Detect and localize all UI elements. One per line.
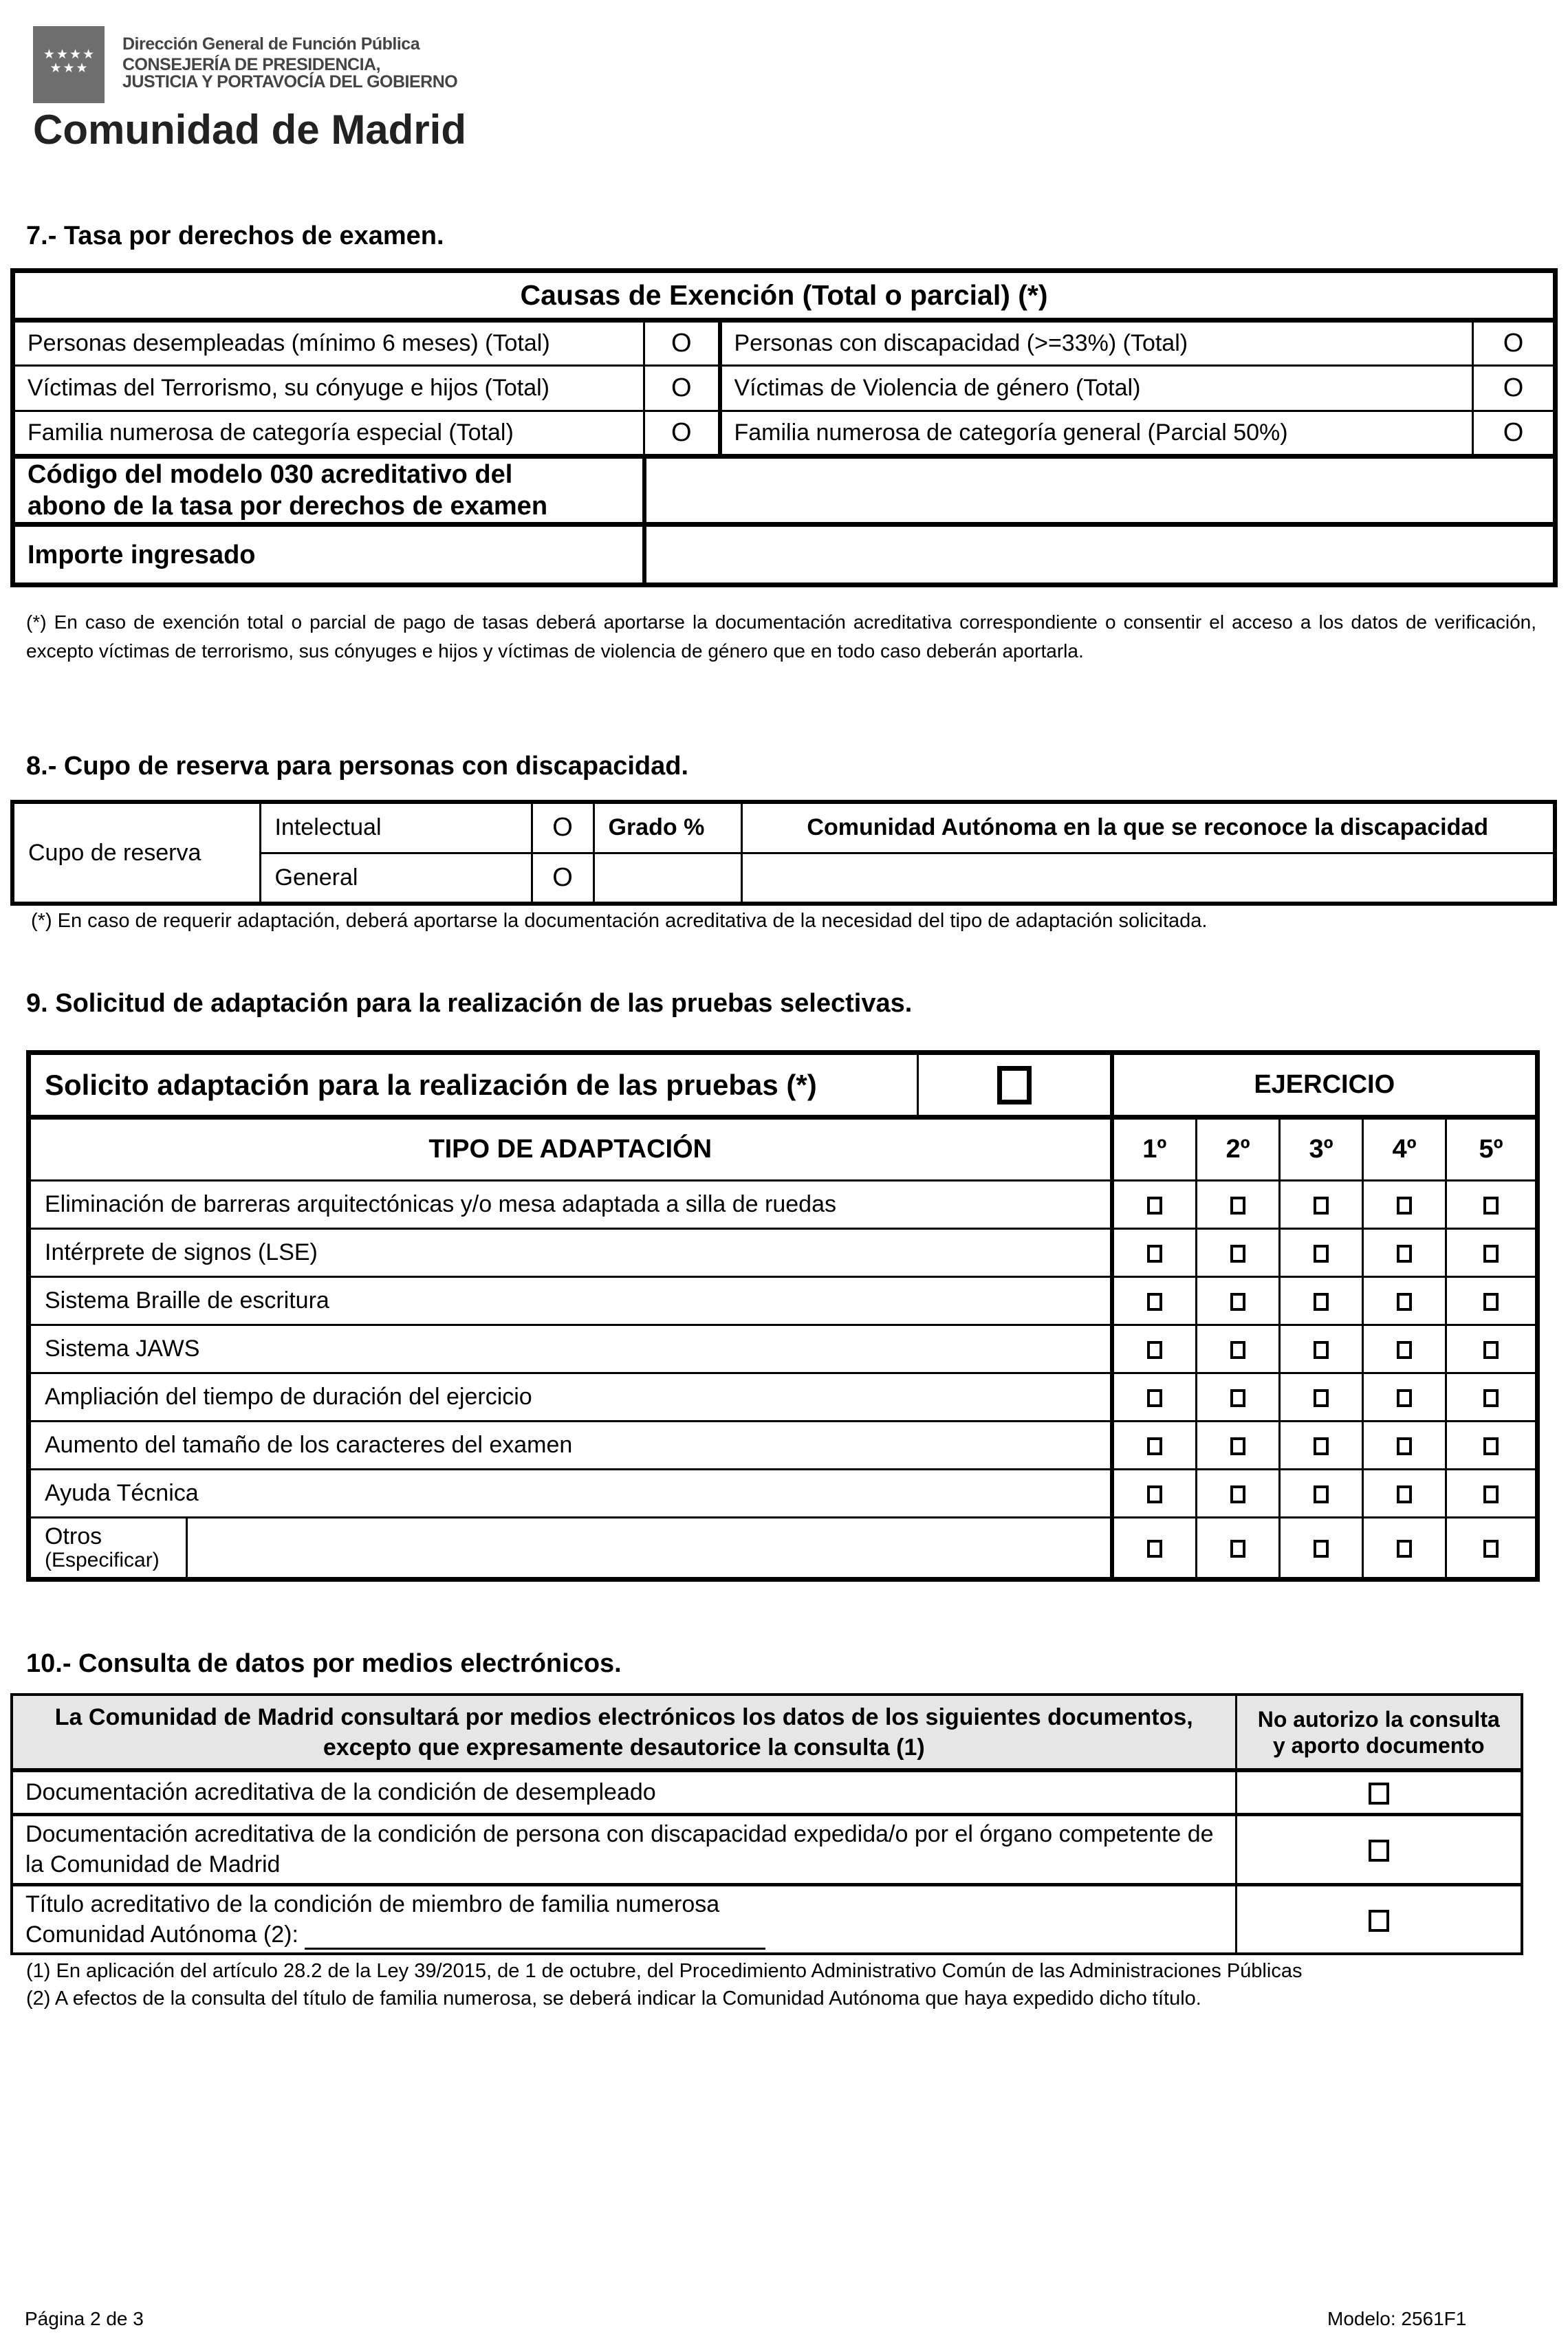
logo-ministry — [122, 56, 457, 91]
adaptation-request-label: Solicito adaptación para la realización de las pruebas (*) — [29, 1053, 918, 1118]
checkbox-icon — [1147, 1245, 1162, 1263]
adaptation-row — [29, 1229, 1538, 1277]
checkbox-icon — [997, 1066, 1032, 1104]
adaptation-row — [29, 1277, 1538, 1325]
logo-ministry-line1: CONSEJERÍA DE PRESIDENCIA, — [122, 55, 381, 74]
checkbox-icon — [1369, 1783, 1389, 1805]
checkbox-icon — [1230, 1389, 1245, 1407]
consultation-row-label — [12, 1884, 1236, 1954]
quota-radio-general[interactable]: O — [532, 853, 594, 904]
exercise-checkbox[interactable] — [1363, 1422, 1446, 1470]
exercise-checkbox[interactable] — [1363, 1325, 1446, 1373]
exemption-table — [10, 268, 1558, 587]
exemption-radio[interactable]: O — [644, 320, 720, 366]
section-10-footnotes — [26, 1957, 1553, 2012]
exercise-checkbox[interactable] — [1280, 1470, 1363, 1518]
other-label: Otros — [45, 1523, 102, 1549]
checkbox-icon — [1147, 1485, 1162, 1503]
checkbox-icon — [1314, 1485, 1329, 1503]
comunidad-madrid-logo — [33, 26, 514, 153]
amount-label: Importe ingresado — [13, 525, 644, 585]
checkbox-icon — [1397, 1245, 1412, 1263]
adaptation-row — [29, 1470, 1538, 1518]
exercise-checkbox[interactable] — [1446, 1325, 1538, 1373]
adaptation-label: Sistema JAWS — [29, 1325, 1112, 1373]
checkbox-icon — [1147, 1389, 1162, 1407]
exemption-label: Familia numerosa de categoría general (Parcial 50%) — [720, 411, 1473, 457]
community-input[interactable] — [305, 1926, 765, 1950]
exercise-checkbox[interactable] — [1363, 1181, 1446, 1229]
checkbox-icon — [1230, 1341, 1245, 1359]
exemption-radio[interactable]: O — [644, 411, 720, 457]
exercise-col-header: 5º — [1446, 1118, 1538, 1181]
exercise-checkbox[interactable] — [1363, 1373, 1446, 1422]
exercise-checkbox[interactable] — [1112, 1422, 1197, 1470]
checkbox-icon — [1230, 1437, 1245, 1455]
exercise-checkbox[interactable] — [1363, 1229, 1446, 1277]
section-7-footnote: (*) En caso de exención total o parcial de pago de tasas deberá aportarse la documentación acreditativa correspondiente o consentir el acceso a los datos de verificación, excepto víctimas de terrorismo, sus cónyuges e hijos y víctimas de violencia de género que en todo caso deberán aportarla. — [26, 611, 1536, 662]
checkbox-icon — [1483, 1540, 1499, 1558]
adaptation-request-checkbox[interactable] — [918, 1053, 1112, 1118]
checkbox-icon — [1314, 1341, 1329, 1359]
opt-out-checkbox[interactable] — [1236, 1770, 1522, 1814]
exercise-checkbox[interactable] — [1280, 1373, 1363, 1422]
checkbox-icon — [1483, 1389, 1499, 1407]
adaptation-row — [29, 1325, 1538, 1373]
opt-out-checkbox[interactable] — [1236, 1814, 1522, 1884]
checkbox-icon — [1230, 1540, 1245, 1558]
checkbox-icon — [1369, 1840, 1389, 1862]
adaptation-label: Eliminación de barreras arquitectónicas y/o mesa adaptada a silla de ruedas — [29, 1181, 1112, 1229]
footnote-2: (2) A efectos de la consulta del título de familia numerosa, se deberá indicar la Comunidad Autónoma que haya expedido dicho título. — [26, 1988, 1201, 2010]
exercise-checkbox[interactable] — [1363, 1518, 1446, 1580]
checkbox-icon — [1314, 1197, 1329, 1215]
exercise-checkbox[interactable] — [1446, 1181, 1538, 1229]
checkbox-icon — [1230, 1197, 1245, 1215]
checkbox-icon — [1314, 1293, 1329, 1311]
exemption-label: Víctimas de Violencia de género (Total) — [720, 366, 1473, 411]
checkbox-icon — [1483, 1437, 1499, 1455]
exemption-label: Víctimas del Terrorismo, su cónyuge e hijos (Total) — [13, 366, 644, 411]
exercise-checkbox[interactable] — [1112, 1229, 1197, 1277]
exemption-label: Personas desempleadas (mínimo 6 meses) (Total) — [13, 320, 644, 366]
exercise-col-header: 2º — [1197, 1118, 1280, 1181]
community-header: Comunidad Autónoma en la que se reconoce la discapacidad — [741, 802, 1555, 853]
checkbox-icon — [1483, 1197, 1499, 1215]
exemption-radio[interactable]: O — [1473, 320, 1556, 366]
exercise-checkbox[interactable] — [1446, 1277, 1538, 1325]
exercise-checkbox[interactable] — [1446, 1518, 1538, 1580]
community-field[interactable] — [741, 853, 1555, 904]
exercise-checkbox[interactable] — [1363, 1277, 1446, 1325]
payment-code-field[interactable] — [644, 457, 1556, 525]
checkbox-icon — [1147, 1437, 1162, 1455]
checkbox-icon — [1397, 1485, 1412, 1503]
checkbox-icon — [1147, 1341, 1162, 1359]
checkbox-icon — [1483, 1341, 1499, 1359]
exemption-label: Personas con discapacidad (>=33%) (Total) — [720, 320, 1473, 366]
exercise-checkbox[interactable] — [1280, 1277, 1363, 1325]
amount-field[interactable] — [644, 525, 1556, 585]
quota-radio-intelectual[interactable]: O — [532, 802, 594, 853]
exercise-checkbox[interactable] — [1197, 1181, 1280, 1229]
adaptation-label: Ayuda Técnica — [29, 1470, 1112, 1518]
adaptation-row — [29, 1181, 1538, 1229]
exercise-checkbox[interactable] — [1197, 1422, 1280, 1470]
checkbox-icon — [1230, 1485, 1245, 1503]
checkbox-icon — [1147, 1293, 1162, 1311]
other-sub-label: (Especificar) — [45, 1548, 160, 1571]
exercise-checkbox[interactable] — [1197, 1518, 1280, 1580]
exercise-checkbox[interactable] — [1112, 1373, 1197, 1422]
exercise-checkbox[interactable] — [1112, 1518, 1197, 1580]
exercise-checkbox[interactable] — [1446, 1229, 1538, 1277]
exemption-header: Causas de Exención (Total o parcial) (*) — [13, 271, 1556, 320]
logo-ministry-line2: JUSTICIA Y PORTAVOCÍA DEL GOBIERNO — [122, 72, 458, 91]
consultation-header: La Comunidad de Madrid consultará por medios electrónicos los datos de los siguientes documentos, excepto que expresamente desautorice la consulta (1) — [12, 1695, 1236, 1770]
exercise-checkbox[interactable] — [1280, 1422, 1363, 1470]
checkbox-icon — [1397, 1197, 1412, 1215]
checkbox-icon — [1483, 1293, 1499, 1311]
checkbox-icon — [1314, 1245, 1329, 1263]
model-code: Modelo: 2561F1 — [1327, 2308, 1467, 2329]
adaptation-row — [29, 1373, 1538, 1422]
quota-option-label: Intelectual — [260, 802, 532, 853]
payment-code-label — [13, 457, 644, 525]
checkbox-icon — [1397, 1389, 1412, 1407]
community-line — [25, 1919, 1223, 1950]
section-8-title: 8.- Cupo de reserva para personas con discapacidad. — [26, 752, 689, 781]
checkbox-icon — [1147, 1540, 1162, 1558]
adaptation-table — [26, 1050, 1540, 1582]
other-adaptation-label — [29, 1518, 187, 1580]
checkbox-icon — [1314, 1540, 1329, 1558]
exercise-checkbox[interactable] — [1363, 1470, 1446, 1518]
other-adaptation-field[interactable] — [187, 1518, 1112, 1580]
footnote-1: (1) En aplicación del artículo 28.2 de la Ley 39/2015, de 1 de octubre, del Procedimiento Administrativo Común de las Administraciones Públicas — [26, 1960, 1303, 1982]
section-8-footnote: (*) En caso de requerir adaptación, deberá aportarse la documentación acreditativa de la necesidad del tipo de adaptación solicitada. — [31, 910, 1208, 932]
adaptation-type-header: TIPO DE ADAPTACIÓN — [29, 1118, 1112, 1181]
exercise-checkbox[interactable] — [1112, 1325, 1197, 1373]
checkbox-icon — [1483, 1245, 1499, 1263]
reserve-quota-table — [10, 800, 1557, 906]
exercise-checkbox[interactable] — [1280, 1229, 1363, 1277]
exercise-header: EJERCICIO — [1112, 1053, 1538, 1118]
community-label: Comunidad Autónoma (2): — [25, 1921, 298, 1948]
page-number: Página 2 de 3 — [25, 2308, 144, 2329]
exercise-col-header: 3º — [1280, 1118, 1363, 1181]
exercise-col-header: 4º — [1363, 1118, 1446, 1181]
logo-directorate: Dirección General de Función Pública — [122, 34, 420, 54]
consultation-row-label: Documentación acreditativa de la condición de persona con discapacidad expedida/o por el órgano competente de la Comunidad de Madrid — [12, 1814, 1236, 1884]
logo-brand: Comunidad de Madrid — [33, 107, 466, 153]
exercise-checkbox[interactable] — [1197, 1373, 1280, 1422]
checkbox-icon — [1397, 1341, 1412, 1359]
large-family-title-label: Título acreditativo de la condición de miembro de familia numerosa — [25, 1891, 720, 1917]
stars-icon: ★★★★ ★★★ — [43, 47, 96, 76]
exercise-checkbox[interactable] — [1446, 1470, 1538, 1518]
adaptation-label: Aumento del tamaño de los caracteres del examen — [29, 1422, 1112, 1470]
grade-field[interactable] — [594, 853, 741, 904]
opt-out-checkbox[interactable] — [1236, 1884, 1522, 1954]
consultation-row-label: Documentación acreditativa de la condición de desempleado — [12, 1770, 1236, 1814]
exercise-checkbox[interactable] — [1280, 1518, 1363, 1580]
adaptation-label: Sistema Braille de escritura — [29, 1277, 1112, 1325]
grade-header: Grado % — [594, 802, 741, 853]
exercise-checkbox[interactable] — [1197, 1325, 1280, 1373]
exemption-radio[interactable]: O — [1473, 411, 1556, 457]
adaptation-row — [29, 1422, 1538, 1470]
exemption-label: Familia numerosa de categoría especial (Total) — [13, 411, 644, 457]
exemption-radio[interactable]: O — [644, 366, 720, 411]
exercise-checkbox[interactable] — [1280, 1325, 1363, 1373]
exercise-checkbox[interactable] — [1197, 1277, 1280, 1325]
adaptation-label: Intérprete de signos (LSE) — [29, 1229, 1112, 1277]
exercise-checkbox[interactable] — [1197, 1470, 1280, 1518]
checkbox-icon — [1314, 1389, 1329, 1407]
madrid-flag-icon — [33, 26, 105, 103]
exercise-checkbox[interactable] — [1280, 1181, 1363, 1229]
exercise-checkbox[interactable] — [1112, 1470, 1197, 1518]
electronic-consultation-table — [10, 1693, 1523, 1955]
exercise-checkbox[interactable] — [1446, 1422, 1538, 1470]
section-10-title: 10.- Consulta de datos por medios electrónicos. — [26, 1649, 622, 1678]
checkbox-icon — [1397, 1437, 1412, 1455]
section-9-title: 9. Solicitud de adaptación para la realización de las pruebas selectivas. — [26, 989, 913, 1018]
exercise-col-header: 1º — [1112, 1118, 1197, 1181]
exercise-checkbox[interactable] — [1446, 1373, 1538, 1422]
payment-code-label-line1: Código del modelo 030 acreditativo del — [28, 460, 513, 489]
checkbox-icon — [1230, 1245, 1245, 1263]
checkbox-icon — [1483, 1485, 1499, 1503]
checkbox-icon — [1397, 1540, 1412, 1558]
payment-code-label-line2: abono de la tasa por derechos de examen — [28, 492, 548, 521]
exemption-radio[interactable]: O — [1473, 366, 1556, 411]
exercise-checkbox[interactable] — [1112, 1181, 1197, 1229]
quota-option-label: General — [260, 853, 532, 904]
checkbox-icon — [1369, 1910, 1389, 1932]
checkbox-icon — [1397, 1293, 1412, 1311]
reserve-quota-label: Cupo de reserva — [12, 802, 260, 904]
exercise-checkbox[interactable] — [1112, 1277, 1197, 1325]
checkbox-icon — [1147, 1197, 1162, 1215]
adaptation-label: Ampliación del tiempo de duración del ejercicio — [29, 1373, 1112, 1422]
exercise-checkbox[interactable] — [1197, 1229, 1280, 1277]
section-7-title: 7.- Tasa por derechos de examen. — [26, 221, 444, 250]
checkbox-icon — [1314, 1437, 1329, 1455]
opt-out-header: No autorizo la consulta y aporto documento — [1236, 1695, 1522, 1770]
checkbox-icon — [1230, 1293, 1245, 1311]
